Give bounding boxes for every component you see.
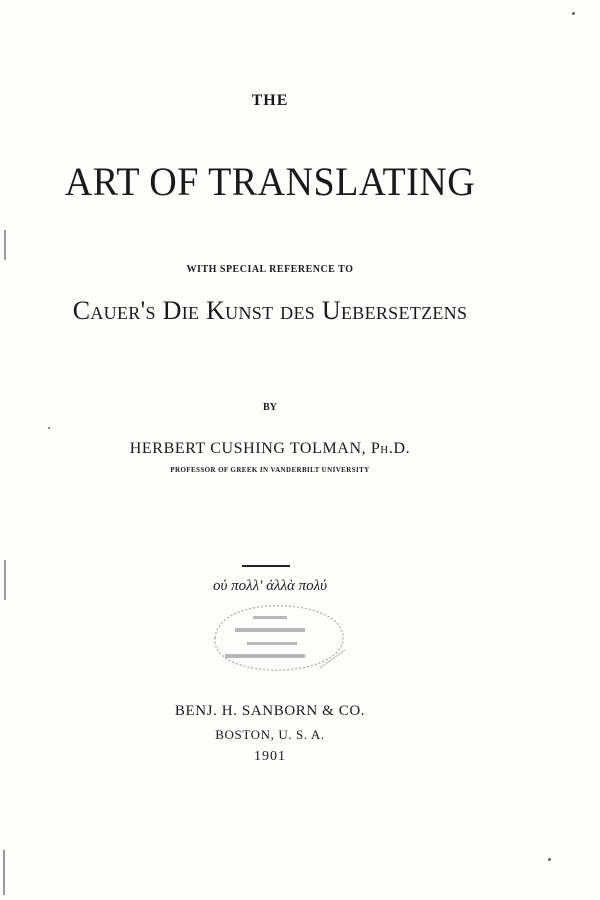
scan-edge-mark — [3, 850, 5, 895]
by-line: BY — [263, 402, 277, 413]
scan-speck — [548, 858, 551, 861]
publication-place: BOSTON, U. S. A. — [215, 727, 325, 742]
divider-rule — [242, 565, 290, 567]
publisher: BENJ. H. SANBORN & CO. — [174, 703, 366, 719]
subtitle-intro: WITH SPECIAL REFERENCE TO — [186, 264, 354, 275]
author-name: HERBERT CUSHING TOLMAN, — [129, 440, 367, 457]
scan-edge-mark — [4, 560, 6, 600]
publication-year: 1901 — [254, 749, 286, 764]
author — [0, 440, 570, 458]
title-article: THE — [251, 92, 289, 109]
book-title: ART OF TRANSLATING — [64, 159, 476, 204]
author-degree: Ph.D. — [370, 440, 411, 457]
greek-motto: οὐ πολλ' ἀλλὰ πολύ — [213, 578, 327, 594]
book-subtitle: Cauer's Die Kunst des Uebersetzens — [72, 296, 468, 325]
scan-edge-mark — [4, 230, 6, 260]
author-affiliation: PROFESSOR OF GREEK IN VANDERBILT UNIVERSITY — [170, 466, 370, 474]
scan-speck — [48, 427, 50, 429]
library-stamp-image — [195, 598, 355, 678]
scan-speck — [572, 12, 575, 15]
